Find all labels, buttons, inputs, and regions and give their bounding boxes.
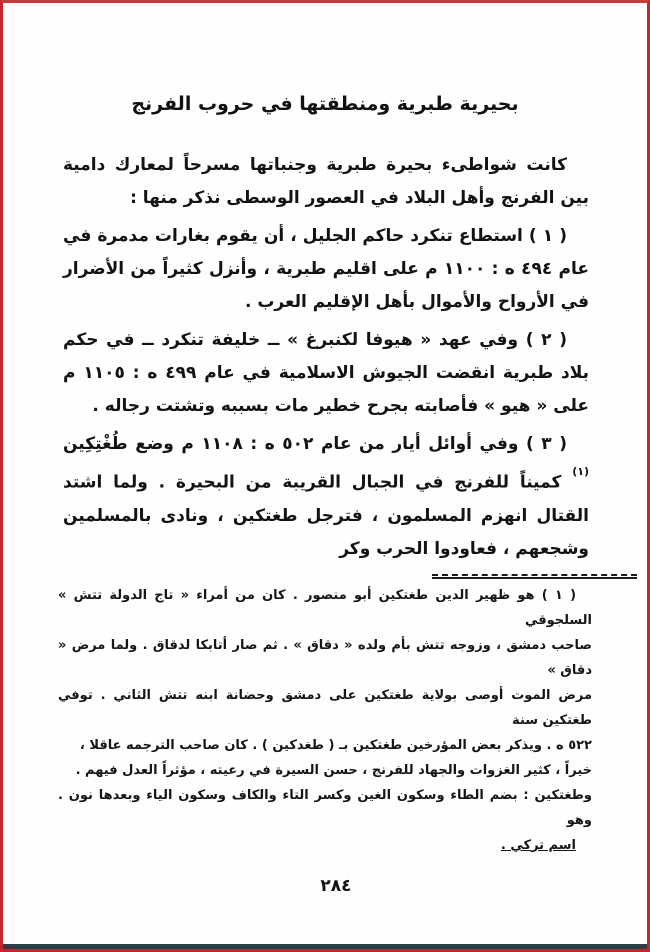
paragraph-3-continuation: كميناً للفرنج في الجبال القريبة من البحيرة . ولما اشتد القتال انهزم المسلمون ، فترجل طغتكين ، ونادى بالمسلمين وشجعهم ، فعاودوا الحرب وكر: [63, 472, 589, 559]
footnote-line: صاحب دمشق ، وزوجه تتش بأم ولده « دقاق » . ثم صار أتابكا لدقاق . ولما مرض « دقاق »: [58, 637, 592, 678]
footnote-separator-rule: [432, 574, 637, 579]
footnote-line: مرض الموت أوصى بولاية طغتكين على دمشق وحضانة ابنه تتش الثاني . توفي طغتكين سنة: [58, 687, 592, 728]
paragraph-3-text: ( ٣ ) وفي أوائل أيار من عام ٥٠٢ ه : ١١٠٨ م وضع طُغْتِكِين: [63, 434, 567, 454]
footnote-block: [58, 583, 592, 858]
footnote-reference-marker: (١): [572, 465, 589, 478]
footnote-line: وطغتكين : بضم الطاء وسكون الغين وكسر التاء والكاف وسكون الياء وبعدها نون . وهو: [58, 787, 592, 828]
numbered-paragraph-3: [63, 428, 589, 566]
numbered-paragraph-2: ( ٢ ) وفي عهد « هيوفا لكنبرغ » ــ خليفة تنكرد ــ في حكم بلاد طبرية انقضت الجيوش الاسلامية في عام ٤٩٩ ه : ١١٠٥ م على « هيو » فأصابته بجرح خطير مات بسببه وتشتت رجاله .: [63, 330, 589, 416]
footnote-line: [58, 833, 592, 858]
page-title: بحيرية طبرية ومنطقتها في حروب الفرنج: [131, 93, 519, 115]
body-text: [63, 149, 589, 566]
footnote-last-line-text: اسم تركي .: [500, 837, 576, 853]
intro-paragraph: كانت شواطىء بحيرة طبرية وجنباتها مسرحاً لمعارك دامية بين الفرنج وأهل البلاد في العصور الوسطى نذكر منها :: [63, 155, 589, 208]
numbered-paragraph-1: ( ١ ) استطاع تنكرد حاكم الجليل ، أن يقوم بغارات مدمرة في عام ٤٩٤ ه : ١١٠٠ م على اقليم طبرية ، وأنزل كثيراً من الأضرار في الأرواح والأموال بأهل الإقليم العرب .: [63, 226, 589, 312]
scan-edge-strip: [3, 944, 647, 949]
footnote-line: ٥٢٢ ه . ويذكر بعض المؤرخين طغتكين بـ ( طغدكين ) . كان صاحب الترجمه عاقلا ،: [79, 737, 592, 753]
page-number: ٢٨٤: [320, 875, 352, 896]
footnote-line: خيراً ، كثير الغزوات والجهاد للفرنج ، حسن السيرة في رعيته ، مؤثراً العدل فيهم .: [75, 762, 592, 778]
footnote-line: ( ١ ) هو ظهير الدين طغتكين أبو منصور . كان من أمراء « تاج الدولة تتش » السلجوقي: [58, 587, 592, 628]
